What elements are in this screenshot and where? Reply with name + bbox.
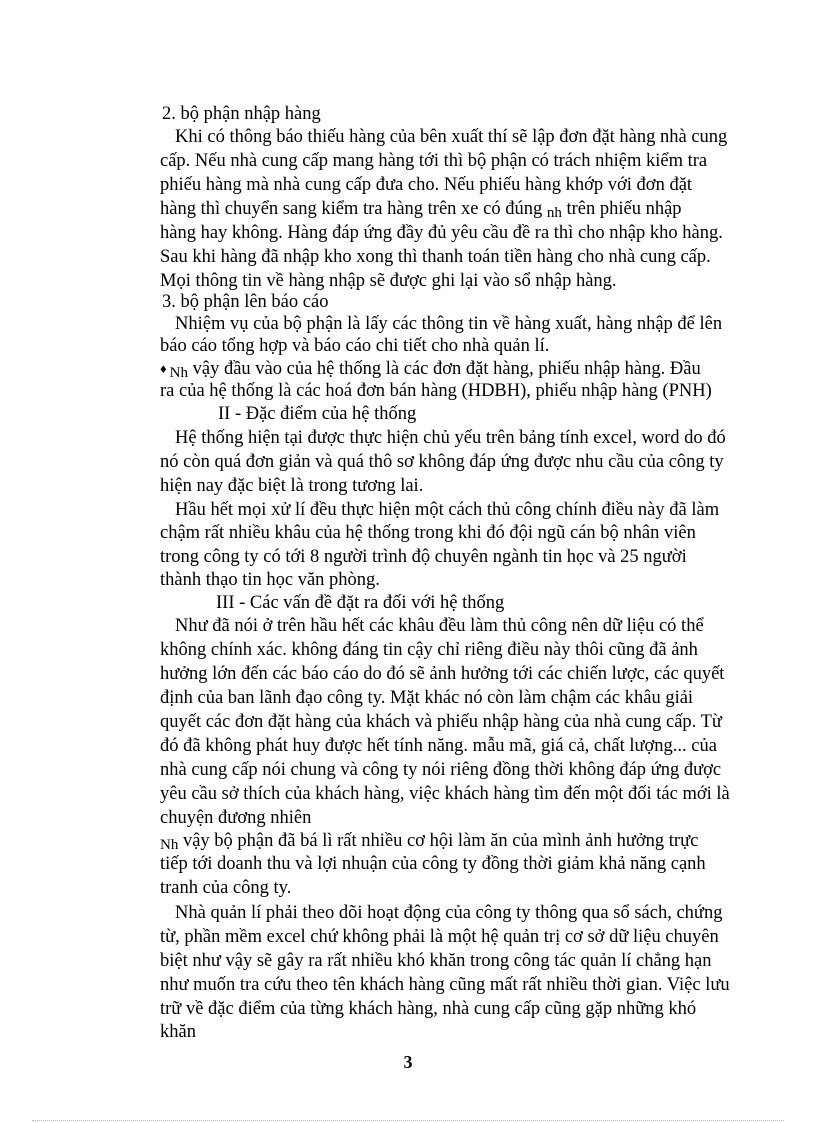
body-line: trữ về đặc điểm của từng khách hàng, nhà cung cấp cũng gặp những khó (160, 999, 697, 1019)
text-run: vậy đầu vào của hệ thống là các đơn đặt hàng, phiếu nhập hàng. Đầu (187, 359, 701, 379)
body-line: ra của hệ thống là các hoá đơn bán hàng (HDBH), phiếu nhập hàng (PNH) (160, 381, 712, 401)
section-heading-III: III - Các vấn đề đặt ra đối với hệ thống (216, 593, 505, 613)
body-line: chuyện đương nhiên (160, 808, 312, 828)
body-line: Nhà quản lí phải theo dõi hoạt động của công ty thông qua sổ sách, chứng (175, 903, 723, 923)
body-line: hàng hay không. Hàng đáp ứng đầy đủ yêu cầu đề ra thì cho nhập kho hàng. (160, 223, 723, 243)
body-line: tiếp tới doanh thu và lợi nhuận của công ty đồng thời giảm khả năng cạnh (160, 854, 706, 874)
body-line: Sau khi hàng đã nhập kho xong thì thanh toán tiền hàng cho nhà cung cấp. (160, 247, 711, 267)
body-line: Như đã nói ở trên hầu hết các khâu đều làm thủ công nên dữ liệu có thể (175, 616, 704, 636)
body-line: chậm rất nhiều khâu của hệ thống trong khi đó đội ngũ cán bộ nhân viên (160, 523, 696, 543)
body-line: đó đã không phát huy được hết tính năng. mẫu mã, giá cả, chất lượng... của (160, 736, 717, 756)
body-line: thành thạo tin học văn phòng. (160, 570, 380, 590)
text-run: trên phiếu nhập (561, 199, 682, 219)
body-line: tranh của công ty. (160, 878, 292, 898)
text-run: Nh (169, 365, 188, 381)
body-line: hiện nay đặc biệt là trong tương lai. (160, 476, 424, 496)
body-line: Hầu hết mọi xử lí đều thực hiện một cách thủ công chính điều này đã làm (175, 500, 720, 520)
body-line: Nhiệm vụ của bộ phận là lấy các thông tin về hàng xuất, hàng nhập để lên (175, 314, 723, 334)
body-line (160, 198, 682, 224)
text-run: nh (546, 205, 562, 221)
body-line: phiếu hàng mà nhà cung cấp đưa cho. Nếu phiếu hàng khớp với đơn đặt (160, 175, 693, 195)
body-line: yêu cầu sở thích của khách hàng, việc khách hàng tìm đến một đối tác mới là (160, 784, 730, 804)
body-line: nó còn quá đơn giản và quá thô sơ không đáp ứng được nhu cầu của công ty (160, 452, 724, 472)
body-line: từ, phần mềm excel chứ không phải là một hệ quản trị cơ sở dữ liệu chuyên (160, 927, 719, 947)
body-line: không chính xác. không đáng tin cậy chỉ riêng điều này thôi cũng đã ảnh (160, 640, 698, 660)
page-bottom-divider (32, 1120, 784, 1121)
body-line: Khi có thông báo thiếu hàng của bên xuất thí sẽ lập đơn đặt hàng nhà cung (175, 127, 728, 147)
body-line: biệt như vậy sẽ gây ra rất nhiều khó khăn trong công tác quản lí chẳng hạn (160, 951, 712, 971)
text-run: Nh (160, 837, 179, 853)
body-line: Mọi thông tin về hàng nhập sẽ được ghi lại vào sổ nhập hàng. (160, 271, 617, 291)
page-number: 3 (403, 1052, 413, 1072)
text-run: hàng thì chuyển sang kiểm tra hàng trên xe có đúng (160, 199, 547, 219)
body-line: quyết các đơn đặt hàng của khách và phiếu nhập hàng của nhà cung cấp. Từ (160, 712, 722, 732)
text-run: vậy bộ phận đã bá lì rất nhiều cơ hội làm ăn của mình ảnh hưởng trực (178, 831, 699, 851)
body-line: định của ban lãnh đạo công ty. Mặt khác nó còn làm chậm các khâu giải (160, 688, 694, 708)
body-line: cấp. Nếu nhà cung cấp mang hàng tới thì bộ phận có trách nhiệm kiểm tra (160, 151, 708, 171)
body-line: trong công ty có tới 8 người trình độ chuyên ngành tin học và 25 người (160, 547, 687, 567)
body-line: nhà cung cấp nói chung và công ty nói riêng đồng thời không đáp ứng được (160, 760, 722, 780)
diamond-bullet-icon: ♦ (160, 361, 167, 376)
body-line: khăn (160, 1022, 196, 1042)
body-line: Hệ thống hiện tại được thực hiện chủ yếu trên bảng tính excel, word do đó (175, 428, 726, 448)
body-line: hưởng lớn đến các báo cáo do đó sẽ ảnh hưởng tới các chiến lược, các quyết (160, 664, 725, 684)
body-line: như muốn tra cứu theo tên khách hàng cũng mất rất nhiều thời gian. Việc lưu (160, 975, 730, 995)
section-heading-II: II - Đặc điểm của hệ thống (218, 404, 417, 424)
section-heading-3: 3. bộ phận lên báo cáo (162, 292, 329, 312)
section-heading-2: 2. bộ phận nhập hàng (162, 104, 321, 124)
body-line: báo cáo tổng hợp và báo cáo chi tiết cho nhà quản lí. (160, 336, 550, 356)
